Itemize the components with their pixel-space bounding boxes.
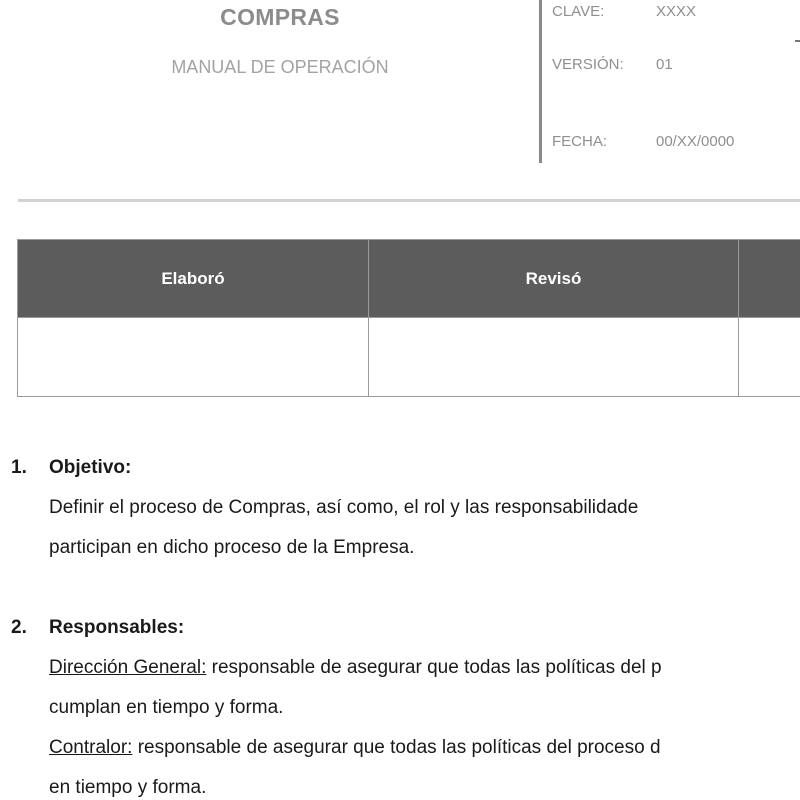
contralor-desc: responsable de asegurar que todas las políticas del proceso d [132,737,661,758]
signoff-cell-elaboro [18,318,369,397]
responsable-direccion-line-2: cumplan en tiempo y forma. [49,697,284,718]
section-title: Objetivo: [49,457,132,478]
header-divider [539,0,542,163]
role-contralor: Contralor: [49,737,133,758]
section-title: Responsables: [49,617,185,638]
meta-clave-value: XXXX [656,3,697,20]
objetivo-line-1: Definir el proceso de Compras, así como, el rol y las responsabilidade [49,497,639,518]
meta-version-label: VERSIÓN: [552,56,624,73]
meta-version [552,56,673,73]
meta-fecha [552,133,735,150]
signoff-table [17,239,800,397]
objetivo-line-2: participan en dicho proceso de la Empresa. [49,537,415,558]
document-header [0,0,540,165]
meta-clave [552,3,697,20]
section-number: 1. [11,457,27,478]
document-title: COMPRAS [220,4,340,30]
signoff-header-third [739,240,800,318]
meta-fecha-label: FECHA: [552,133,608,150]
signoff-header-elaboro: Elaboró [18,240,369,318]
responsable-direccion-line-1 [49,657,662,679]
meta-fecha-value: 00/XX/0000 [656,133,735,150]
responsable-contralor-line-2: en tiempo y forma. [49,777,207,798]
role-direccion-general: Dirección General: [49,657,207,678]
responsable-contralor-line-1 [49,737,661,759]
header-separator [18,199,800,202]
document-subtitle: MANUAL DE OPERACIÓN [171,57,389,77]
meta-version-value: 01 [656,56,673,73]
header-edge-mark [795,40,800,42]
section-number: 2. [11,617,27,638]
direccion-desc: responsable de asegurar que todas las políticas del p [206,657,662,678]
meta-clave-label: CLAVE: [552,3,605,20]
signoff-signature-row [18,318,800,397]
signoff-header-row [18,240,800,318]
signoff-cell-third [739,318,800,397]
signoff-cell-reviso [369,318,739,397]
signoff-header-reviso: Revisó [369,240,739,318]
